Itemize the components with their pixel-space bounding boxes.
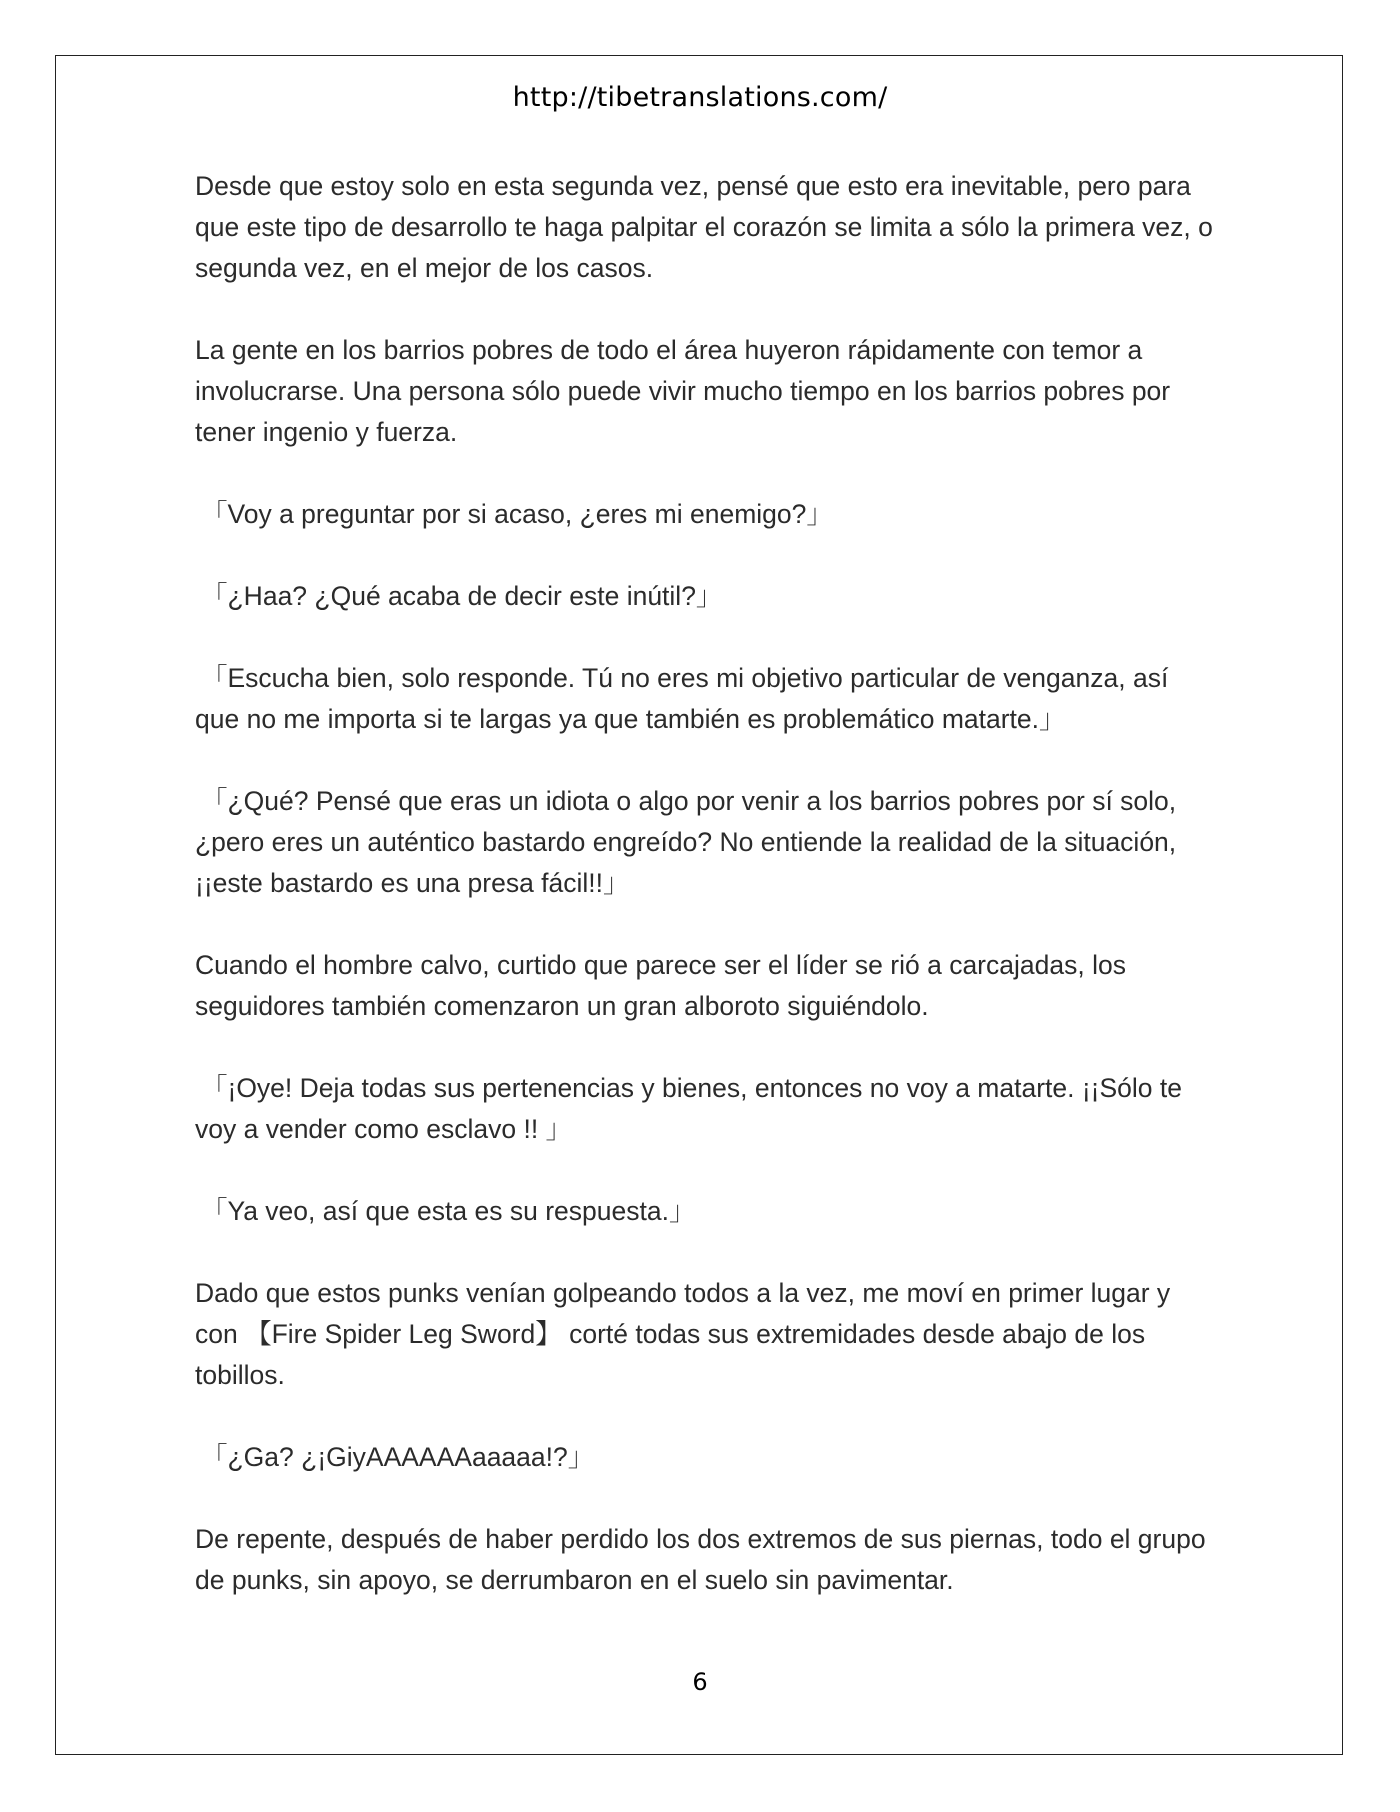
header-url[interactable]: http://tibetranslations.com/	[512, 82, 888, 113]
paragraph-3: Cuando el hombre calvo, curtido que parece ser el líder se rió a carcajadas, los seguidores también comenzaron un gran alboroto siguiéndolo.	[195, 950, 1126, 1021]
page-number: 6	[692, 1668, 708, 1696]
dialogue-4: 「¿Qué? Pensé que eras un idiota o algo por venir a los barrios pobres por sí solo, ¿pero eres un auténtico bastardo engreído? No entiende la realidad de la situación, ¡¡este bastardo es una presa fácil!!」	[195, 786, 1177, 898]
dialogue-2: 「¿Haa? ¿Qué acaba de decir este inútil?」	[201, 581, 723, 611]
dialogue-6: 「Ya veo, así que esta es su respuesta.」	[201, 1196, 696, 1226]
paragraph-5: De repente, después de haber perdido los dos extremos de sus piernas, todo el grupo de punks, sin apoyo, se derrumbaron en el suelo sin pavimentar.	[195, 1524, 1206, 1595]
paragraph-4: Dado que estos punks venían golpeando todos a la vez, me moví en primer lugar y con 【Fire Spider Leg Sword】 corté todas sus extremidades desde abajo de los tobillos.	[195, 1278, 1171, 1390]
dialogue-3: 「Escucha bien, solo responde. Tú no eres mi objetivo particular de venganza, así que no me importa si te largas ya que también es problemático matarte.」	[195, 663, 1169, 734]
dialogue-1: 「Voy a preguntar por si acaso, ¿eres mi enemigo?」	[201, 499, 833, 529]
dialogue-7: 「¿Ga? ¿¡GiyAAAAAAaaaaa!?」	[201, 1442, 595, 1472]
document-body	[195, 166, 1215, 1601]
paragraph-1: Desde que estoy solo en esta segunda vez, pensé que esto era inevitable, pero para que este tipo de desarrollo te haga palpitar el corazón se limita a sólo la primera vez, o segunda vez, en el mejor de los casos.	[195, 171, 1213, 283]
dialogue-5: 「¡Oye! Deja todas sus pertenencias y bienes, entonces no voy a matarte. ¡¡Sólo te voy a vender como esclavo !! 」	[195, 1073, 1183, 1144]
paragraph-2: La gente en los barrios pobres de todo el área huyeron rápidamente con temor a involucrarse. Una persona sólo puede vivir mucho tiempo en los barrios pobres por tener ingenio y fuerza.	[195, 335, 1171, 447]
